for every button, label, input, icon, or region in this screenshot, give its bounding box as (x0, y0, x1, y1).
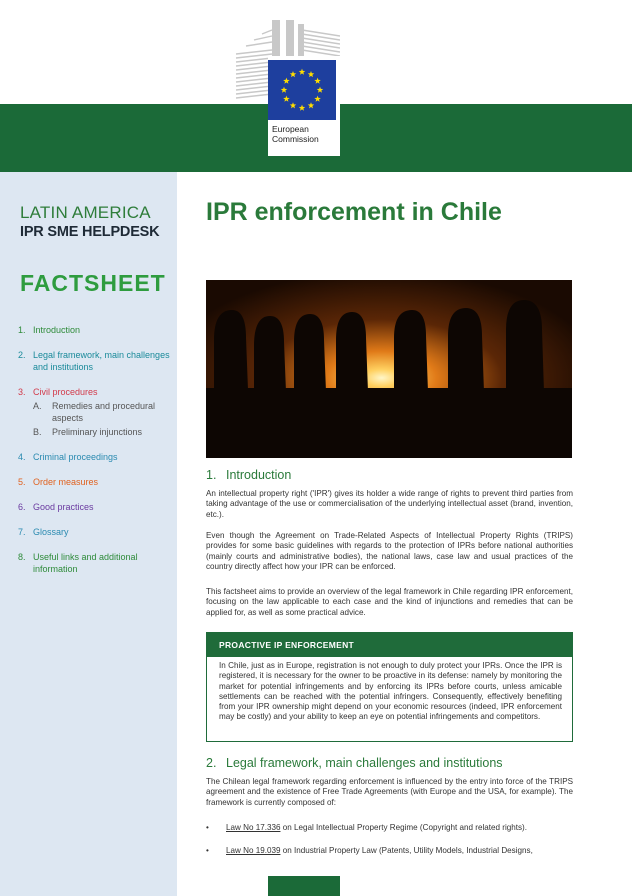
toc-number: 2. (18, 350, 26, 360)
proactive-enforcement-callout (206, 632, 573, 742)
callout-text: In Chile, just as in Europe, registration is not enough to duly protect your IPRs. Once the IPR is registered, it is necessary for the owner to be proactive in its defense: namely by monitoring the market for potential infringements and by enforcing its IPRs before courts, unless amicable settlements can be reached with the potential infringers. Consequently, effectively benefiting from your IPR ownership might depend on your economic resources (indeed, IPR enforcement may be costly) and your ability to keep an eye on potential infringements and competitors. (219, 661, 562, 722)
page-title: IPR enforcement in Chile (206, 198, 502, 226)
toc-item-legal-framework[interactable] (18, 349, 170, 373)
toc-item-introduction[interactable] (18, 324, 170, 336)
toc-label: Order measures (33, 477, 99, 487)
toc-subnumber: B. (33, 427, 42, 437)
list-item (206, 846, 576, 856)
toc-label: Introduction (33, 325, 81, 335)
toc-item-glossary[interactable] (18, 526, 170, 538)
section-1-paragraph-2: Even though the Agreement on Trade-Related Aspects of Intellectual Property Rights (TRIPS) provides for some basic guidelines with regards to the protection of IPRs before national authorities (mainly courts and administrative bodies), the national laws, case law and usual practices of the country directly affect how your IPR can be enforced. (206, 531, 573, 572)
toc-item-good-practices[interactable] (18, 501, 170, 513)
toc-number: 7. (18, 527, 26, 537)
toc-number: 4. (18, 452, 26, 462)
bullet-text: on Legal Intellectual Property Regime (Copyright and related rights). (280, 823, 527, 832)
toc-number: 1. (18, 325, 26, 335)
footer-green-tab (268, 876, 340, 896)
law-link[interactable]: Law No 17.336 (226, 823, 281, 832)
section-number: 1. (206, 468, 217, 482)
sidebar-helpdesk-title: IPR SME HELPDESK (20, 224, 160, 240)
toc-item-criminal-proceedings[interactable] (18, 451, 170, 463)
section-1-heading (206, 468, 291, 482)
list-item (206, 823, 576, 833)
section-1-paragraph-3: This factsheet aims to provide an overview of the legal framework in Chile regarding IPR enforcement, focusing on the law applicable to each case and the kind of injunctions and remedies that can be applied for, as well as some practical advice. (206, 587, 573, 617)
toc-item-civil-procedures[interactable] (18, 386, 170, 438)
toc-sublabel: Preliminary injunctions (52, 427, 143, 437)
section-2-paragraph-1: The Chilean legal framework regarding enforcement is influenced by the entry into force of the TRIPS agreement and the existence of Free Trade Agreements (with Europe and the USA, for example). The framework is currently composed of: (206, 777, 573, 807)
toc-number: 5. (18, 477, 26, 487)
toc-label: Good practices (33, 502, 94, 512)
sidebar-factsheet-title: FACTSHEET (20, 270, 166, 296)
section-title: Introduction (226, 468, 292, 482)
toc-label: Glossary (33, 527, 69, 537)
toc-label: Legal framework, main challenges and institutions (33, 350, 170, 372)
logo-text (272, 124, 319, 144)
bullet-text: on Industrial Property Law (Patents, Utility Models, Industrial Designs, (280, 846, 533, 855)
bullet-icon: • (206, 823, 209, 832)
logo-line-commission: Commission (272, 134, 319, 144)
law-link[interactable]: Law No 19.039 (226, 846, 281, 855)
section-number: 2. (206, 756, 217, 770)
toc-label: Civil procedures (33, 387, 98, 397)
table-of-contents (18, 324, 170, 588)
toc-subitem-remedies[interactable] (33, 400, 170, 424)
toc-item-order-measures[interactable] (18, 476, 170, 488)
european-commission-logo (232, 20, 340, 144)
bullet-icon: • (206, 846, 209, 855)
toc-label: Useful links and additional information (33, 552, 138, 574)
toc-sublabel: Remedies and procedural aspects (52, 401, 156, 423)
moai-sunset-photo (206, 280, 572, 458)
section-1-paragraph-1: An intellectual property right ('IPR') gives its holder a wide range of rights to prevent third parties from taking advantage of the use or commercialisation of the underlying intellectual asset (brand, invention, etc.). (206, 489, 573, 519)
sidebar-region-title: LATIN AMERICA (20, 203, 151, 222)
toc-item-useful-links[interactable] (18, 551, 170, 575)
toc-subnumber: A. (33, 401, 42, 411)
toc-subitem-preliminary-injunctions[interactable] (33, 426, 170, 438)
eu-flag-icon (268, 60, 336, 120)
toc-number: 3. (18, 387, 26, 397)
section-2-heading (206, 756, 503, 770)
toc-number: 8. (18, 552, 26, 562)
logo-line-european: European (272, 124, 309, 134)
toc-number: 6. (18, 502, 26, 512)
callout-title: PROACTIVE IP ENFORCEMENT (207, 633, 572, 657)
toc-label: Criminal proceedings (33, 452, 118, 462)
section-title: Legal framework, main challenges and institutions (226, 756, 503, 770)
